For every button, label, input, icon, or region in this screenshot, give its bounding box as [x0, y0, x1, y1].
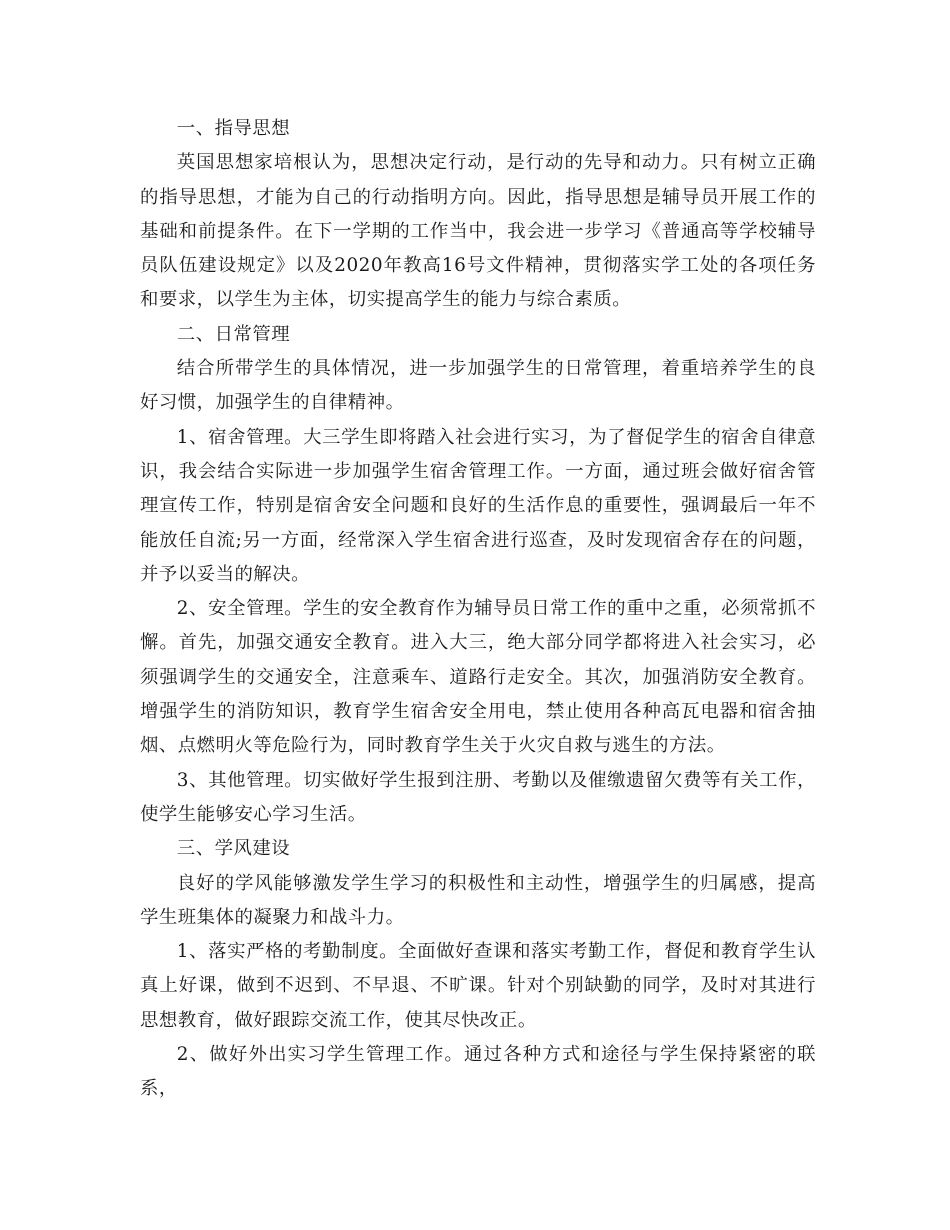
heading-study-style: 三、学风建设 [176, 838, 291, 860]
paragraph-study-style-intro: 良好的学风能够激发学生学习的积极性和主动性，增强学生的归属感，提高学生班集体的凝聚力和战斗力。 [140, 872, 816, 928]
paragraph-safety-management: 2、安全管理。学生的安全教育作为辅导员日常工作的重中之重，必须常抓不懈。首先，加强交通安全教育。进入大三，绝大部分同学都将进入社会实习，必须强调学生的交通安全，注意乘车、道路行走安全。其次，加强消防安全教育。增强学生的消防知识，教育学生宿舍安全用电，禁止使用各种高瓦电器和宿舍抽烟、点燃明火等危险行为，同时教育学生关于火灾自救与逃生的方法。 [140, 598, 816, 757]
paragraph-dormitory-management: 1、宿舍管理。大三学生即将踏入社会进行实习，为了督促学生的宿舍自律意识，我会结合实际进一步加强学生宿舍管理工作。一方面，通过班会做好宿舍管理宣传工作，特别是宿舍安全问题和良好的生活作息的重要性，强调最后一年不能放任自流;另一方面，经常深入学生宿舍进行巡查，及时发现宿舍存在的问题，并予以妥当的解决。 [140, 426, 816, 585]
document-page [140, 112, 816, 1107]
paragraph-other-management: 3、其他管理。切实做好学生报到注册、考勤以及催缴遗留欠费等有关工作，使学生能够安心学习生活。 [140, 769, 816, 825]
heading-guiding-ideology: 一、指导思想 [176, 118, 291, 139]
heading-daily-management: 二、日常管理 [176, 323, 291, 345]
paragraph-internship-management: 2、做好外出实习学生管理工作。通过各种方式和途径与学生保持紧密的联系， [140, 1044, 816, 1100]
paragraph-guiding-ideology: 英国思想家培根认为，思想决定行动，是行动的先导和动力。只有树立正确的指导思想，才能为自己的行动指明方向。因此，指导思想是辅导员开展工作的基础和前提条件。在下一学期的工作当中，我会进一步学习《普通高等学校辅导员队伍建设规定》以及2020年教高16号文件精神，贯彻落实学工处的各项任务和要求，以学生为主体，切实提高学生的能力与综合素质。 [140, 152, 816, 311]
paragraph-daily-management-intro: 结合所带学生的具体情况，进一步加强学生的日常管理，着重培养学生的良好习惯，加强学生的自律精神。 [140, 358, 816, 414]
paragraph-attendance-system: 1、落实严格的考勤制度。全面做好查课和落实考勤工作，督促和教育学生认真上好课，做到不迟到、不早退、不旷课。针对个别缺勤的同学，及时对其进行思想教育，做好跟踪交流工作，使其尽快改正。 [140, 941, 816, 1031]
